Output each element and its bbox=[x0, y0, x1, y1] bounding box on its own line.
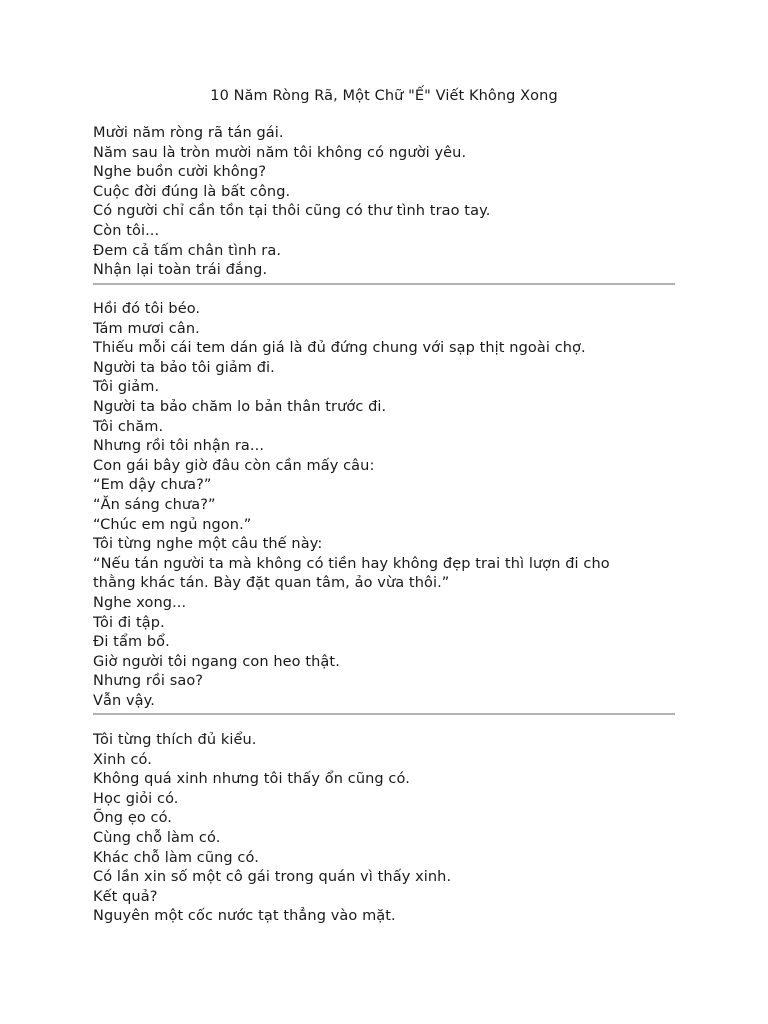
text-line: “Ăn sáng chưa?” bbox=[93, 496, 216, 513]
text-line: Tôi từng thích đủ kiểu. bbox=[93, 732, 257, 748]
text-line: Cùng chỗ làm có. bbox=[93, 829, 221, 846]
section-divider bbox=[93, 283, 675, 285]
text-line: Tôi giảm. bbox=[93, 379, 160, 396]
text-line: Tôi từng nghe một câu thế này: bbox=[93, 536, 323, 553]
text-line: Mười năm ròng rã tán gái. bbox=[93, 125, 284, 141]
text-line: Kết quả? bbox=[93, 888, 158, 905]
text-line: Tôi chăm. bbox=[93, 418, 164, 435]
section-2 bbox=[93, 300, 683, 711]
text-line: Còn tôi... bbox=[93, 222, 160, 239]
text-line: Khác chỗ làm cũng có. bbox=[93, 849, 259, 866]
text-line: Nhưng rồi sao? bbox=[93, 673, 204, 690]
text-line: Đem cả tấm chân tình ra. bbox=[93, 242, 282, 259]
text-line: Nghe xong... bbox=[93, 594, 187, 611]
text-line: Hồi đó tôi béo. bbox=[93, 301, 201, 317]
document-title: 10 Năm Ròng Rã, Một Chữ "Ế" Viết Không Xong bbox=[210, 88, 558, 104]
text-line: Có người chỉ cần tồn tại thôi cũng có thư tình trao tay. bbox=[93, 203, 491, 220]
text-line: Nhưng rồi tôi nhận ra... bbox=[93, 438, 265, 455]
text-line: Con gái bây giờ đâu còn cần mấy câu: bbox=[93, 457, 375, 474]
text-line: “Chúc em ngủ ngon.” bbox=[93, 516, 252, 533]
text-line: Người ta bảo chăm lo bản thân trước đi. bbox=[93, 398, 387, 415]
section-1 bbox=[93, 124, 683, 281]
text-line: Đi tẩm bổ. bbox=[93, 634, 170, 651]
text-line: Cuộc đời đúng là bất công. bbox=[93, 183, 291, 200]
text-line: Nguyên một cốc nước tạt thẳng vào mặt. bbox=[93, 908, 396, 925]
text-line: Õng ẹo có. bbox=[93, 810, 173, 827]
text-line: Thiếu mỗi cái tem dán giá là đủ đứng chung với sạp thịt ngoài chợ. bbox=[93, 340, 586, 357]
text-line: Xinh có. bbox=[93, 751, 152, 768]
text-line: Nghe buồn cười không? bbox=[93, 164, 267, 181]
text-line: Người ta bảo tôi giảm đi. bbox=[93, 359, 275, 376]
text-line: Không quá xinh nhưng tôi thấy ổn cũng có. bbox=[93, 771, 410, 788]
text-line: Nhận lại toàn trái đắng. bbox=[93, 262, 268, 279]
text-line: Năm sau là tròn mười năm tôi không có người yêu. bbox=[93, 144, 467, 161]
text-line: Tám mươi cân. bbox=[93, 320, 200, 337]
text-line: Giờ người tôi ngang con heo thật. bbox=[93, 653, 340, 670]
text-line: “Em dậy chưa?” bbox=[93, 477, 212, 494]
section-3 bbox=[93, 731, 683, 927]
text-line: Vẫn vậy. bbox=[93, 692, 155, 709]
section-divider bbox=[93, 713, 675, 715]
text-line: Học giỏi có. bbox=[93, 790, 179, 807]
text-line: “Nếu tán người ta mà không có tiền hay không đẹp trai thì lượn đi cho thằng khác tán. Bày đặt quan tâm, ảo vừa thôi.” bbox=[93, 555, 610, 592]
text-line: Có lần xin số một cô gái trong quán vì thấy xinh. bbox=[93, 869, 452, 886]
text-line: Tôi đi tập. bbox=[93, 614, 165, 631]
